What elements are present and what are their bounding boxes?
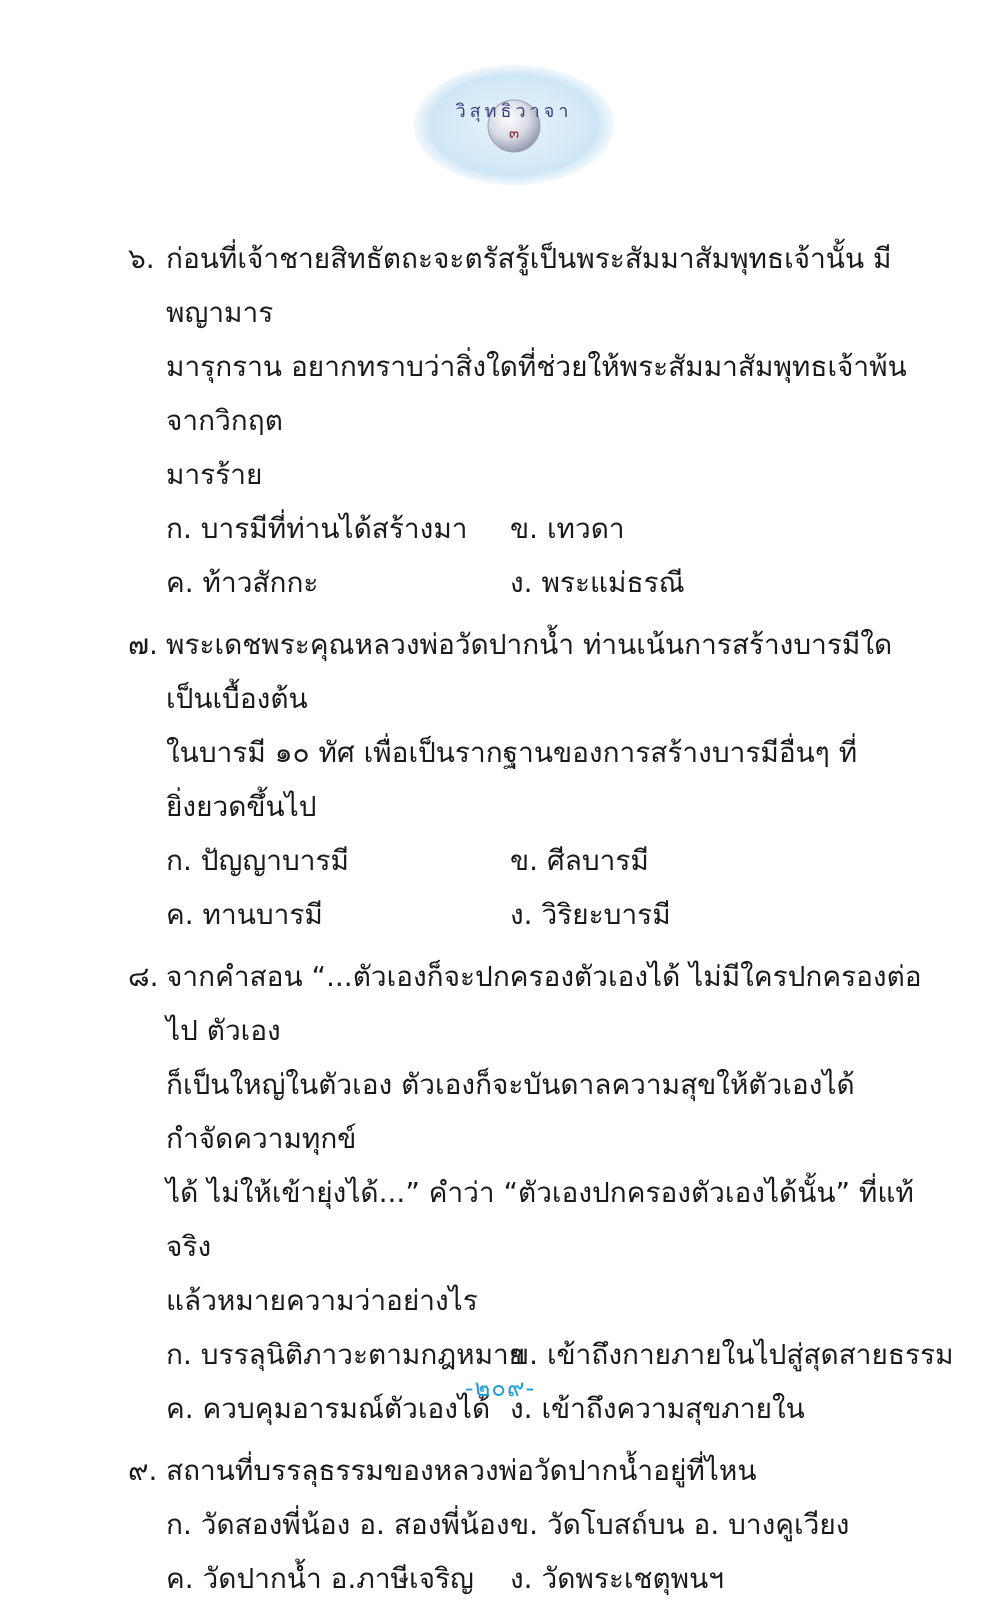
page-number: -๒๐๙-	[464, 1374, 536, 1402]
choice-a: ก. วัดสองพี่น้อง อ. สองพี่น้อง	[166, 1508, 510, 1541]
question-6	[128, 232, 928, 610]
question-text	[166, 618, 928, 834]
choice-c: ค. ควบคุมอารมณ์ตัวเองได้	[166, 1392, 491, 1425]
choice-b: ข. เทวดา	[510, 512, 625, 545]
question-line: จากคำสอน “...ตัวเองก็จะปกครองตัวเองได้ ไม่มีใครปกครองต่อไป ตัวเอง	[166, 960, 922, 1047]
question-line: มารร้าย	[166, 458, 263, 491]
question-line: มารุกราน อยากทราบว่าสิ่งใดที่ช่วยให้พระสัมมาสัมพุทธเจ้าพ้นจากวิกฤต	[166, 350, 907, 437]
question-text	[166, 232, 928, 502]
choice-d: ง. วิริยะบารมี	[510, 898, 671, 931]
question-number: ๙.	[128, 1454, 158, 1487]
question-line: พระเดชพระคุณหลวงพ่อวัดปากน้ำ ท่านเน้นการสร้างบารมีใดเป็นเบื้องต้น	[166, 628, 893, 715]
question-text	[166, 950, 928, 1328]
choice-c: ค. ทานบารมี	[166, 898, 323, 931]
choice-list	[166, 1498, 928, 1606]
choice-d: ง. พระแม่ธรณี	[510, 566, 685, 599]
logo	[410, 62, 618, 188]
choice-c: ค. ท้าวสักกะ	[166, 566, 319, 599]
choice-a: ก. บารมีที่ท่านได้สร้างมา	[166, 512, 468, 545]
choice-b: ข. วัดโบสถ์บน อ. บางคูเวียง	[510, 1508, 850, 1541]
question-8	[128, 950, 954, 1436]
choice-b: ข. เข้าถึงกายภายในไปสู่สุดสายธรรม	[510, 1338, 954, 1371]
question-number: ๖.	[128, 242, 155, 275]
question-line: ในบารมี ๑๐ ทัศ เพื่อเป็นรากฐานของการสร้างบารมีอื่นๆ ที่ยิ่งยวดขึ้นไป	[166, 736, 858, 823]
svg-text:๓: ๓	[508, 124, 520, 142]
question-line: ก่อนที่เจ้าชายสิทธัตถะจะตรัสรู้เป็นพระสัมมาสัมพุทธเจ้านั้น มีพญามาร	[166, 242, 892, 329]
choice-b: ข. ศีลบารมี	[510, 844, 649, 877]
choice-c: ค. วัดปากน้ำ อ.ภาษีเจริญ	[166, 1562, 474, 1595]
question-7	[128, 618, 928, 942]
choice-d: ง. เข้าถึงความสุขภายใน	[510, 1392, 805, 1425]
question-line: แล้วหมายความว่าอย่างไร	[166, 1284, 478, 1317]
question-number: ๘.	[128, 960, 159, 993]
logo-text: วิสุทธิวาจา	[455, 101, 573, 122]
choice-a: ก. ปัญญาบารมี	[166, 844, 349, 877]
question-line: สถานที่บรรลุธรรมของหลวงพ่อวัดปากน้ำอยู่ที่ไหน	[166, 1454, 757, 1487]
question-number: ๗.	[128, 628, 158, 661]
question-line: ก็เป็นใหญ่ในตัวเอง ตัวเองก็จะบันดาลความสุขให้ตัวเองได้ กำจัดความทุกข์	[166, 1068, 855, 1155]
choice-list	[166, 502, 928, 610]
choice-d: ง. วัดพระเชตุพนฯ	[510, 1562, 724, 1595]
logo-emblem	[410, 62, 618, 188]
choice-list	[166, 834, 928, 942]
question-text	[166, 1444, 928, 1498]
choice-a: ก. บรรลุนิติภาวะตามกฎหมาย	[166, 1338, 526, 1371]
question-9	[128, 1444, 928, 1606]
question-line: ได้ ไม่ให้เข้ายุ่งได้...” คำว่า “ตัวเองปกครองตัวเองได้นั้น” ที่แท้จริง	[166, 1176, 914, 1263]
